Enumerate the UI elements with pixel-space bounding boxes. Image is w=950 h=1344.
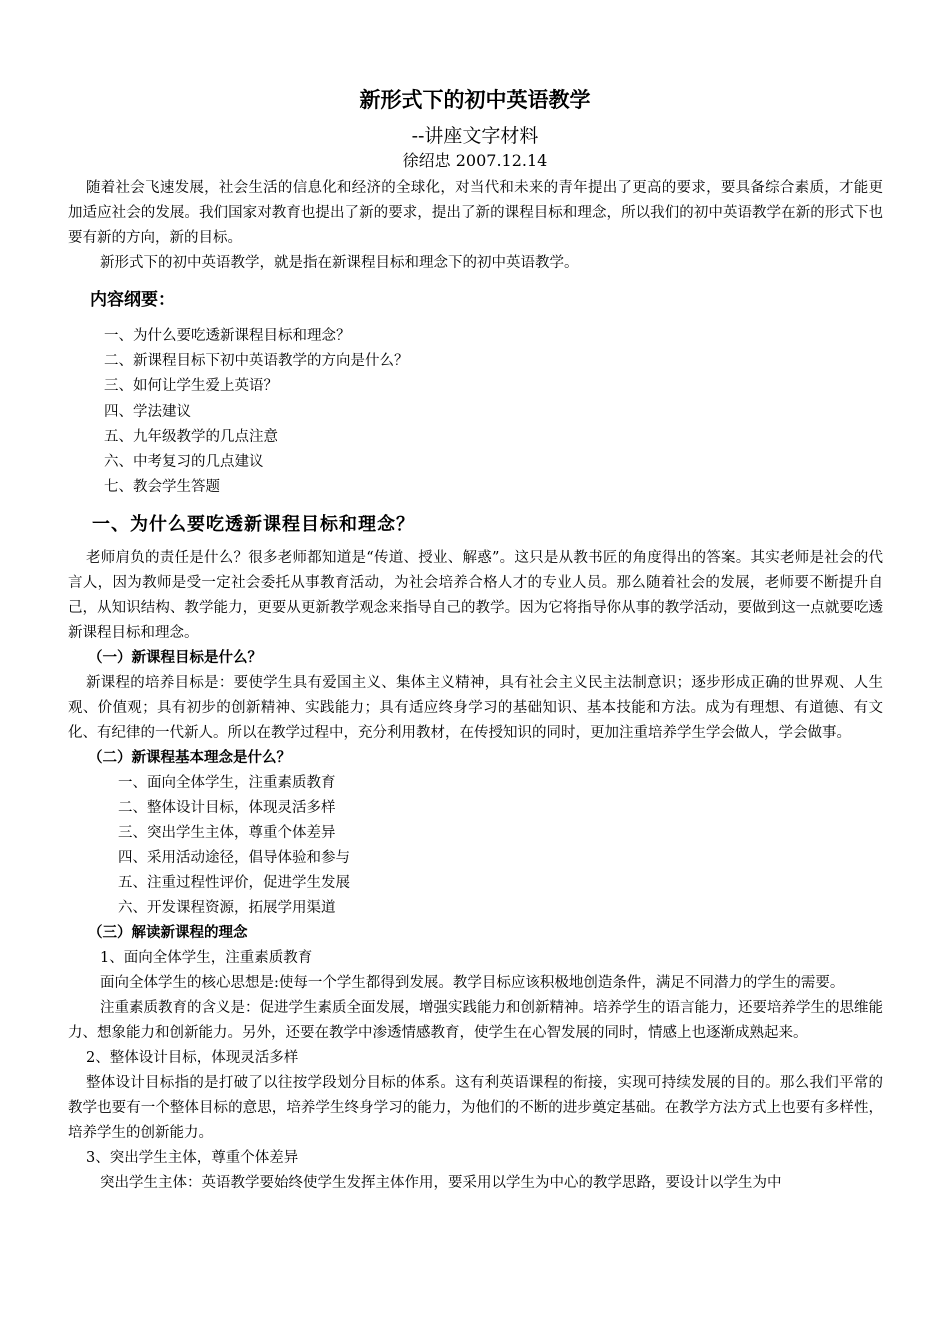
concept-item: 六、开发课程资源，拓展学用渠道 — [118, 900, 336, 916]
subsection-1-heading: （一）新课程目标是什么？ — [88, 650, 262, 666]
intro-section — [68, 176, 883, 276]
outline-list — [104, 324, 409, 500]
section-1-body — [68, 546, 883, 1196]
outline-item: 四、学法建议 — [104, 403, 191, 420]
author-date: 徐绍忠 2007.12.14 — [402, 151, 548, 170]
outline-item: 三、如何让学生爱上英语？ — [104, 378, 278, 395]
point-2-heading: 2、整体设计目标，体现灵活多样 — [86, 1050, 299, 1066]
outline-item: 一、为什么要吃透新课程目标和理念？ — [104, 328, 351, 344]
concept-item: 四、采用活动途径，倡导体验和参与 — [118, 850, 350, 866]
concept-item: 三、突出学生主体，尊重个体差异 — [118, 825, 336, 841]
subsection-2-heading: （二）新课程基本理念是什么？ — [88, 750, 291, 766]
point-3-paragraph: 突出学生主体：英语教学要始终使学生发挥主体作用，要采用以学生为中心的教学思路，要设计以学生为中 — [100, 1175, 782, 1191]
subsection-3-heading: （三）解读新课程的理念 — [88, 925, 248, 941]
point-1-paragraph-1: 面向全体学生的核心思想是:使每一个学生都得到发展。教学目标应该积极地创造条件，满足不同潜力的学生的需要。 — [100, 975, 845, 991]
document-subtitle: --讲座文字材料 — [411, 125, 539, 147]
section-1-paragraph: 老师肩负的责任是什么？很多老师都知道是“传道、授业、解惑”。这只是从教书匠的角度得出的答案。其实老师是社会的代言人，因为教师是受一定社会委托从事教育活动，为社会培养合格人才的专业人员。那么随着社会的发展，老师要不断提升自己，从知识结构、教学能力，更要从更新教学观念来指导自己的教学。因为它将指导你从事的教学活动，要做到这一点就要吃透新课程目标和理念。 — [68, 550, 883, 641]
point-1-paragraph-2: 注重素质教育的含义是：促进学生素质全面发展，增强实践能力和创新精神。培养学生的语言能力，还要培养学生的思维能力、想象能力和创新能力。另外，还要在教学中渗透情感教育，使学生在心智发展的同时，情感上也逐渐成熟起来。 — [68, 1000, 883, 1041]
concept-item: 五、注重过程性评价，促进学生发展 — [118, 875, 350, 891]
outline-heading: 内容纲要： — [90, 290, 175, 310]
outline-item: 七、教会学生答题 — [104, 479, 220, 496]
intro-paragraph-1: 随着社会飞速发展，社会生活的信息化和经济的全球化，对当代和未来的青年提出了更高的要求，要具备综合素质，才能更加适应社会的发展。我们国家对教育也提出了新的要求，提出了新的课程目标和理念，所以我们的初中英语教学在新的形式下也要有新的方向，新的目标。 — [68, 180, 883, 246]
point-2-paragraph: 整体设计目标指的是打破了以往按学段划分目标的体系。这有利英语课程的衔接，实现可持续发展的目的。那么我们平常的教学也要有一个整体目标的意思，培养学生终身学习的能力，为他们的不断的进步奠定基础。在教学方法方式上也要有多样性，培养学生的创新能力。 — [68, 1075, 883, 1141]
document-title: 新形式下的初中英语教学 — [359, 88, 591, 112]
intro-paragraph-2: 新形式下的初中英语教学，就是指在新课程目标和理念下的初中英语教学。 — [100, 255, 579, 271]
section-1-heading: 一、为什么要吃透新课程目标和理念？ — [92, 514, 415, 535]
subsection-1-paragraph: 新课程的培养目标是：要使学生具有爱国主义、集体主义精神，具有社会主义民主法制意识；逐步形成正确的世界观、人生观、价值观；具有初步的创新精神、实践能力；具有适应终身学习的基础知识、基本技能和方法。成为有理想、有道德、有文化、有纪律的一代新人。所以在教学过程中，充分利用教材，在传授知识的同时，更加注重培养学生学会做人，学会做事。 — [68, 675, 883, 741]
outline-item: 五、九年级教学的几点注意 — [104, 428, 278, 445]
concept-item: 二、整体设计目标，体现灵活多样 — [118, 800, 336, 816]
point-1-heading: 1、面向全体学生，注重素质教育 — [100, 950, 313, 966]
concept-item: 一、面向全体学生，注重素质教育 — [118, 775, 336, 791]
outline-item: 六、中考复习的几点建议 — [104, 454, 264, 471]
outline-item: 二、新课程目标下初中英语教学的方向是什么？ — [104, 353, 409, 370]
point-3-heading: 3、突出学生主体，尊重个体差异 — [86, 1150, 299, 1166]
